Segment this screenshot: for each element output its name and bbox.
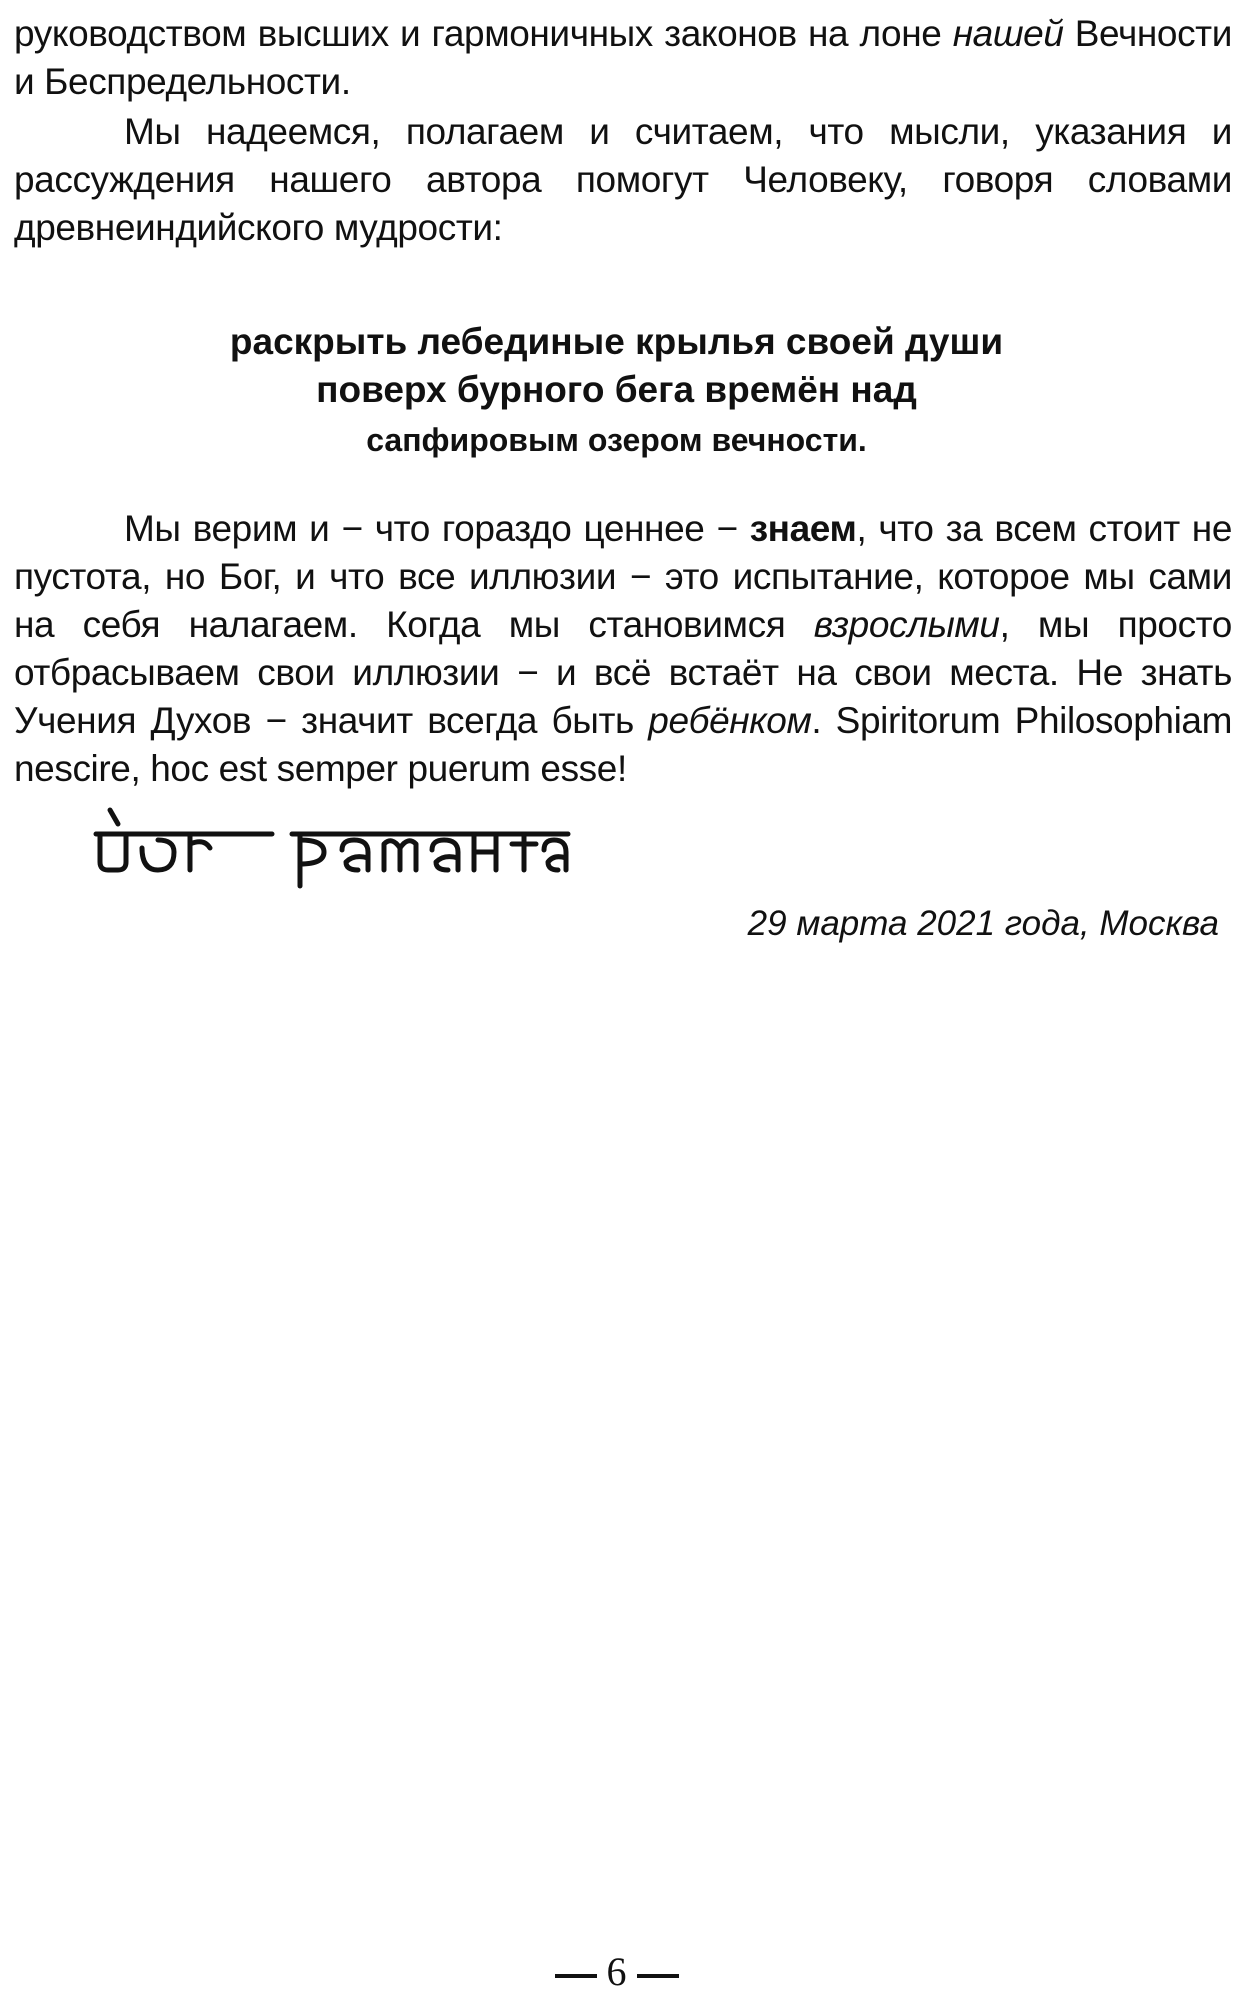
signature-graphic [92,800,572,890]
page-number: 6 [606,1949,627,1994]
paragraph3-text-d: . Spiritorum Philosophiam nescire, hoc est semper puerum esse! [14,700,1232,789]
paragraph3-text-a: Мы верим и − что гораздо ценнее − [124,508,750,549]
quote-line-3: сапфировым озером вечности. [366,422,867,458]
paragraph1-text-b: Вечности и Беспредельности. [14,13,1232,102]
paragraph1-emphasis: нашей [952,13,1064,54]
paragraph-intro [14,10,1232,106]
footer-dash-right [637,1974,679,1978]
paragraph3-text-c: , мы просто отбрасываем свои иллюзии − и всё встаёт на свои места. Не знать Учения Духов − значит всегда быть [14,604,1232,741]
date-location: 29 марта 2021 года, Москва [747,904,1219,943]
paragraph2-text: Мы надеемся, полагаем и считаем, что мысли, указания и рассуждения нашего автора помогут Человеку, говоря словами древнеиндийского мудрости: [14,111,1232,248]
paragraph1-text-a: руководством высших и гармоничных законов на лоне [14,13,953,54]
paragraph3-text-b: , что за всем стоит не пустота, но Бог, и что все иллюзии − это испытание, которое мы сами на себя налагаем. Когда мы становимся [14,508,1232,645]
quote-line-1: раскрыть лебединые крылья своей души [229,321,1004,362]
quote-block [0,318,1233,464]
footer-dash-left [555,1974,597,1978]
paragraph3-emphasis-2: ребёнком [648,700,812,741]
quote-line-2: поверх бурного бега времён над [316,369,917,410]
paragraph-hope [14,108,1232,252]
page-number-footer [0,1950,1233,1994]
author-signature [92,800,572,890]
paragraph-belief [14,505,1232,793]
paragraph3-emphasis-1: взрослыми [813,604,1000,645]
paragraph3-bold: знаем [749,508,857,549]
